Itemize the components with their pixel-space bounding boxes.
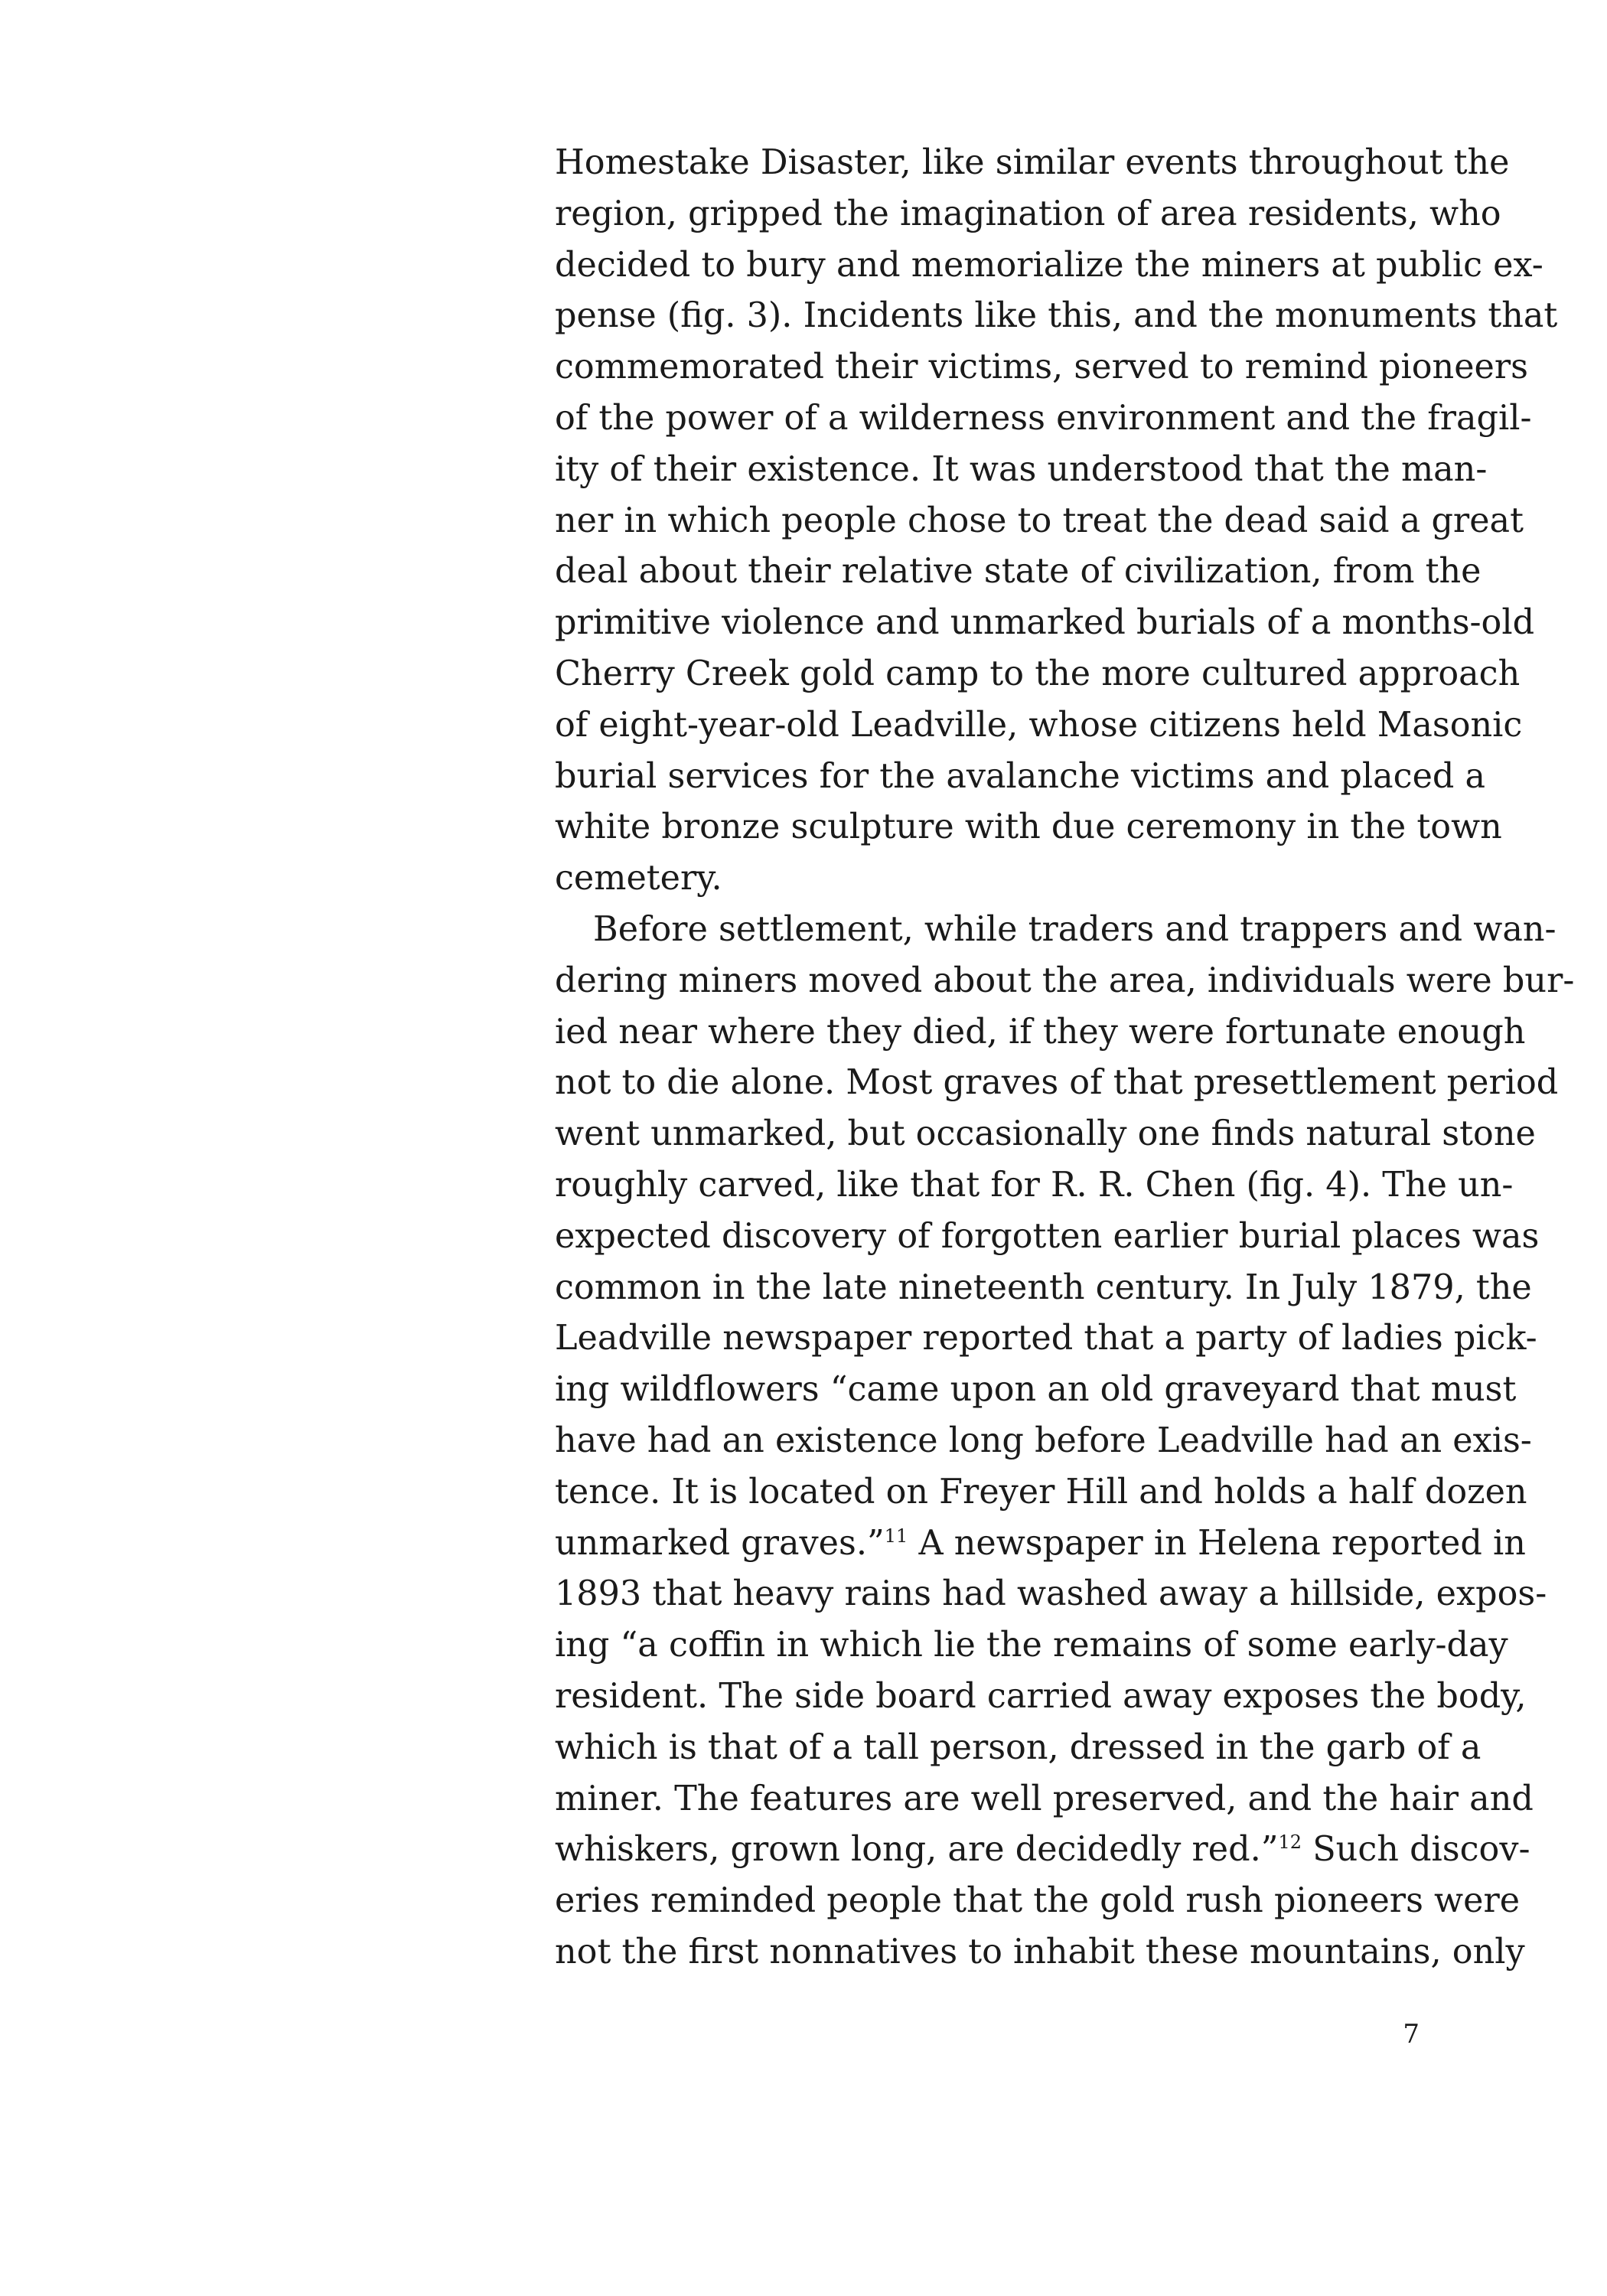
text-line-content: common in the late nineteenth century. In July 1879, the (555, 1267, 1532, 1307)
text-line (555, 1007, 1526, 1058)
text-line-content: went unmarked, but occasionally one finds natural stone (555, 1114, 1536, 1154)
text-line-content: ing wildflowers “came upon an old graveyard that must (555, 1370, 1517, 1410)
text-line-content: Leadville newspaper reported that a party of ladies pick- (555, 1319, 1537, 1358)
text-line (555, 956, 1575, 1007)
text-line-continuation: Such discov- (1302, 1830, 1530, 1870)
text-line (555, 1927, 1525, 1978)
text-line-content: of the power of a wilderness environment and the fragil- (555, 398, 1532, 438)
text-line (555, 1518, 1526, 1570)
text-line (555, 1212, 1540, 1263)
text-line-continuation: A newspaper in Helena reported in (908, 1523, 1526, 1563)
text-line (555, 1467, 1527, 1518)
text-line-content: resident. The side board carried away exposes the body, (555, 1676, 1527, 1716)
text-line (555, 1109, 1536, 1160)
text-line (555, 1723, 1482, 1774)
text-line-content: unmarked graves.” (555, 1523, 885, 1563)
text-line (555, 802, 1502, 853)
text-line (555, 393, 1532, 445)
footnote-marker: 12 (1278, 1831, 1302, 1854)
text-line (555, 291, 1558, 342)
text-line-content: not the first nonnatives to inhabit these mountains, only (555, 1932, 1525, 1971)
text-line (555, 598, 1535, 649)
text-line-content: ner in which people chose to treat the dead said a great (555, 501, 1524, 540)
text-line-content: eries reminded people that the gold rush pioneers were (555, 1881, 1521, 1921)
text-line (555, 1313, 1537, 1365)
text-line-content: ity of their existence. It was understood that the man- (555, 449, 1488, 489)
text-line-content: whiskers, grown long, are decidedly red.” (555, 1830, 1279, 1870)
text-line (555, 1365, 1517, 1416)
text-line (555, 700, 1523, 752)
text-line-content: cemetery. (555, 859, 722, 899)
text-line (555, 1569, 1547, 1620)
text-line-content: pense (fig. 3). Incidents like this, and the monuments that (555, 296, 1558, 336)
text-line-content: dering miners moved about the area, individuals were bur- (555, 960, 1575, 1000)
text-line-content: region, gripped the imagination of area residents, who (555, 194, 1501, 233)
text-line (555, 905, 1556, 956)
text-line (555, 1876, 1521, 1927)
body-text (555, 138, 1575, 1978)
text-line-content: decided to bury and memorialize the miners at public ex- (555, 245, 1543, 285)
text-line (555, 138, 1510, 189)
text-line (555, 1416, 1532, 1467)
text-line-content: ied near where they died, if they were fortunate enough (555, 1012, 1526, 1052)
text-line-content: deal about their relative state of civilization, from the (555, 552, 1482, 592)
text-line-content: have had an existence long before Leadville had an exis- (555, 1420, 1532, 1460)
text-line-content: which is that of a tall person, dressed in the garb of a (555, 1727, 1482, 1767)
text-line-content: expected discovery of forgotten earlier burial places was (555, 1216, 1540, 1256)
text-line-content: roughly carved, like that for R. R. Chen (fig. 4). The un- (555, 1165, 1514, 1205)
text-line (555, 1263, 1532, 1314)
text-line (555, 342, 1528, 393)
text-line-content: Homestake Disaster, like similar events throughout the (555, 143, 1510, 182)
text-line-content: ing “a coffin in which lie the remains of some early-day (555, 1626, 1508, 1665)
text-line-content: Before settlement, while traders and trappers and wan- (593, 909, 1556, 949)
text-line (555, 1825, 1530, 1876)
text-line-content: tence. It is located on Freyer Hill and holds a half dozen (555, 1472, 1527, 1512)
footnote-marker: 11 (884, 1525, 908, 1547)
text-line-content: of eight-year-old Leadville, whose citizens held Masonic (555, 705, 1523, 745)
text-line (555, 752, 1486, 803)
text-line (555, 189, 1501, 240)
text-line (555, 1058, 1559, 1109)
text-line-content: Cherry Creek gold camp to the more cultured approach (555, 654, 1521, 693)
text-line (555, 240, 1543, 292)
text-line (555, 1671, 1527, 1723)
text-line (555, 649, 1521, 700)
text-line-content: commemorated their victims, served to remind pioneers (555, 347, 1528, 387)
text-line (555, 1160, 1514, 1212)
page-number: 7 (1403, 2019, 1420, 2050)
text-line (555, 546, 1482, 598)
text-line-content: burial services for the avalanche victims and placed a (555, 756, 1486, 796)
text-line (555, 1620, 1508, 1671)
text-line-content: 1893 that heavy rains had washed away a hillside, expos- (555, 1574, 1547, 1614)
text-line-content: miner. The features are well preserved, and the hair and (555, 1779, 1534, 1818)
text-line (555, 445, 1488, 496)
text-line-content: not to die alone. Most graves of that presettlement period (555, 1063, 1559, 1103)
text-line-content: primitive violence and unmarked burials of a months-old (555, 603, 1535, 643)
text-line (555, 853, 1420, 905)
text-line (555, 1774, 1534, 1825)
text-line (555, 496, 1524, 547)
text-line-content: white bronze sculpture with due ceremony in the town (555, 807, 1502, 847)
